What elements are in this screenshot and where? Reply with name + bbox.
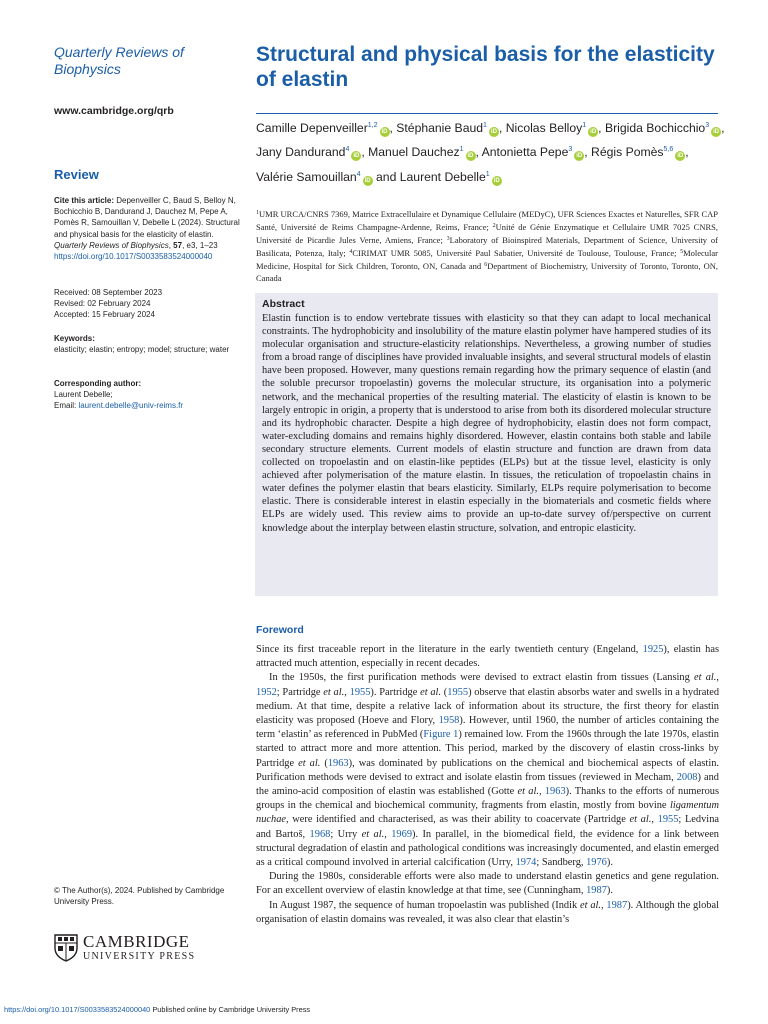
cambridge-crest-icon (54, 934, 78, 962)
reference-link[interactable]: 1955 (657, 814, 679, 826)
affiliations (256, 207, 718, 285)
body-text: ) observe that elastin absorbs water and swells in a hydrated medium. At that time, despite a relative lack of information about its structure, the first theory for elastin elasticity was proposed (Hoeve and Flory, (256, 686, 720, 727)
abstract-heading: Abstract (262, 298, 305, 310)
author-name: Camille Depenveiller (256, 121, 368, 135)
body-text: ). (606, 857, 613, 869)
paragraph (256, 899, 719, 927)
body-text: In August 1987, the sequence of human tropoelastin was published (Indik (269, 899, 581, 911)
keywords-label: Keywords: (54, 334, 95, 343)
cite-pages: , e3, 1–23 (182, 240, 218, 250)
orcid-icon[interactable]: iD (493, 177, 500, 184)
abstract-box (255, 293, 718, 596)
author-affiliation-marker: 4 (356, 170, 361, 178)
italic-text: et al. (629, 814, 652, 826)
author-affiliation-marker: 1,2 (367, 122, 378, 129)
author-separator: , (685, 145, 689, 160)
italic-text: et al. (580, 899, 601, 911)
affiliation-number: 4 (349, 249, 353, 256)
author-separator: , (721, 121, 725, 135)
author-separator: , (361, 145, 369, 160)
reference-link[interactable]: 1974 (515, 857, 537, 869)
author-separator: and (372, 169, 400, 184)
body-text: ). Partridge (370, 686, 421, 698)
accepted-date: Accepted: 15 February 2024 (54, 310, 155, 320)
body-text: ; Sandberg, (536, 857, 587, 869)
body-text: ( (320, 757, 328, 769)
abstract-text: Elastin function is to endow vertebrate tissues with elasticity so that they can adapt to local mechanical constraints. The hydrophobicity and insolubility of the mature elastin polymer have hampered studies of its molecular organisation and structure-elasticity relationships. Nevertheless, a growing number of studies from a broad range of disciplines have provided invaluable insights, and several structural models of elastin have been proposed. However, many questions remain regarding how the primary sequence of elastin (and the soluble precursor tropoelastin) governs the molecular structure, its organisation into a polymeric network, and the mechanical properties of the resulting material. The elasticity of elastin is known to be largely entropic in origin, a property that is understood to arise from both its disordered molecular structure and its hydrophobic character. Despite a high degree of hydrophobicity, elastin does not form compact, water-excluding domains and remains highly disordered. However, elastin contains both stable and labile secondary structure elements. Current models of elastin structure and function are drawn from data collected on tropoelastin and on elastin-like peptides (ELPs) but at the tissue level, elasticity is only achieved after polymerisation of the mature elastin. In tissues, the reticulation of tropoelastin chains in water defines the polymer elastin that bears elasticity. Similarly, ELPs require polymerisation to become elastic. There is considerable interest in elastin especially in the biomaterials and cosmetic fields where ELPs are widely used. This review aims to provide an up-to-date survey of/perspective on current knowledge about the interplay between elastin structure, solvation, and entropic elasticity. (262, 313, 711, 534)
received-date: Received: 08 September 2023 (54, 288, 163, 297)
copyright-notice: © The Author(s), 2024. Published by Cambridge University Press. (54, 886, 225, 907)
orcid-icon[interactable]: iD (490, 129, 497, 135)
cambridge-logo (54, 932, 240, 966)
author-affiliation-marker: 1 (582, 122, 587, 129)
reference-link[interactable]: Figure 1 (423, 729, 459, 741)
body-text: ; Urry (330, 828, 362, 840)
affiliation-number: 3 (446, 236, 450, 243)
cite-sep: , (168, 240, 174, 250)
journal-website-link[interactable]: www.cambridge.org/qrb (54, 105, 174, 117)
body-text: ). (606, 885, 613, 897)
author-separator: , (584, 145, 592, 160)
author-separator: , (475, 145, 482, 160)
reference-link[interactable]: 1987 (586, 885, 607, 897)
body-text: During the 1980s, considerable efforts were also made to understand elastin genetics and gene regulation. For an excellent overview of elastin knowledge at that time, see (Cunningham, (256, 871, 719, 897)
author-name: Jany Dandurand (256, 145, 346, 160)
body-text: ; Ledvina and Bartoš, (256, 814, 720, 840)
reference-link[interactable]: 1958 (438, 715, 460, 727)
author-separator: , (598, 121, 605, 135)
reference-link[interactable]: 1976 (586, 857, 607, 869)
revised-date: Revised: 02 February 2024 (54, 299, 151, 309)
italic-text: et al. (361, 828, 385, 840)
orcid-icon[interactable]: iD (353, 153, 360, 160)
author-affiliation-marker: 1 (483, 122, 487, 129)
corresponding-author-block (54, 378, 240, 412)
keywords-text: elasticity; elastin; entropy; model; structure; water (54, 345, 230, 355)
orcid-icon[interactable]: iD (677, 153, 684, 160)
italic-text: et al. (298, 757, 321, 769)
body-text: ) remained low. From the 1960s through the late 1970s, elastin started to attract more and more attention. This period, marked by the discovery of elastin cross-links by Partridge (256, 729, 719, 769)
body-text: ). Thanks to the efforts of numerous groups in the chemical and biochemical community, fragments from elastin, mostly from bovine (256, 786, 719, 812)
reference-link[interactable]: 1969 (391, 828, 413, 840)
body-text: ). In parallel, in the biomedical field, the evidence for a link between structural degradation of elastin and pathological conditions was increasingly documented, and elastin emerged as a critical compound involved in arterial calcification (Urry, (256, 828, 719, 869)
reference-link[interactable]: 1963 (544, 786, 566, 798)
author-name: Stéphanie Baud (396, 121, 484, 135)
article-dates (54, 287, 162, 321)
cite-doi-link[interactable]: https://doi.org/10.1017/S0033583524000040 (54, 252, 213, 262)
affiliation-number: 6 (484, 262, 488, 269)
italic-text: et al. (420, 686, 442, 698)
paragraph (256, 671, 719, 870)
author-name: Brigida Bochicchio (604, 121, 706, 135)
affiliation-number: 5 (680, 249, 684, 256)
article-type: Review (54, 167, 99, 182)
orcid-icon[interactable]: iD (467, 153, 474, 160)
body-text: ; Partridge (276, 686, 324, 698)
body-text: ). However, until 1960, the number of articles containing the term ‘elastin’ as referenced in PubMed ( (256, 715, 719, 741)
article-title: Structural and physical basis for the elasticity of elastin (256, 43, 715, 91)
page-footer (4, 1005, 310, 1014)
author-name: Manuel Dauchez (368, 145, 460, 160)
cite-label: Cite this article: (54, 196, 115, 205)
body-text: , (384, 828, 392, 840)
cite-text: Depenveiller C, Baud S, Belloy N, Bochicchio B, Dandurand J, Dauchez M, Pepe A, Pomès R, Samouillan V, Debelle L (2024). Structural and physical basis for the elasticity of elastin. (54, 196, 240, 239)
body-text: Since its first traceable report in the literature in the early twentieth century (Engeland, (256, 644, 643, 655)
keywords-block (54, 333, 240, 355)
author-affiliation-marker: 4 (345, 146, 350, 154)
affiliation-text: Molecular Medicine, Hospital for Sick Children, Toronto, ON, Canada and (256, 248, 718, 272)
footer-doi-link[interactable]: https://doi.org/10.1017/S0033583524000040 (4, 1005, 151, 1014)
author-name: Antonietta Pepe (481, 145, 569, 160)
body-text: , (716, 672, 719, 684)
reference-link[interactable]: 1955 (349, 686, 371, 698)
body-text: , (651, 814, 658, 826)
reference-link[interactable]: 1955 (447, 686, 469, 698)
body-text: ) and the amino-acid composition of elastin was established (Gotte (256, 771, 719, 798)
italic-text: et al. (323, 686, 345, 698)
body-text: In the 1950s, the first purification methods were devised to extract elastin from tissues (Lansing (269, 672, 695, 684)
journal-name-line1: Quarterly Reviews of (54, 44, 184, 60)
orcid-icon[interactable]: iD (364, 177, 371, 184)
author-affiliation-marker: 3 (568, 146, 573, 154)
reference-link[interactable]: 1963 (327, 757, 349, 769)
corresponding-label: Corresponding author: (54, 379, 142, 388)
body-text: , (601, 899, 607, 911)
body-text: ), elastin has attracted much attention, especially in recent decades. (256, 644, 719, 670)
affiliation-number: 2 (492, 223, 496, 230)
body-text: ), was dominated by publications on the chemical and biochemical aspects of elastin. Purification methods were devised to extract and isolate elastin from tissues (reviewed in Mecham, (256, 757, 720, 783)
email-label: Email: (54, 401, 79, 411)
orcid-icon[interactable]: iD (713, 129, 720, 135)
author-affiliation-marker: 5,6 (663, 146, 674, 154)
author-name: Nicolas Belloy (505, 121, 583, 135)
body-text: , were identified and characterised, as was their ability to coacervate (Partridge (286, 814, 630, 826)
logo-word-cambridge: CAMBRIDGE (83, 932, 190, 951)
affiliation-text: Laboratory of Bioinspired Materials, Department of Science, University of Basilicata, Potenza, Italy; (256, 235, 718, 259)
title-rule (256, 113, 718, 114)
italic-text: et al. (694, 672, 717, 684)
author-affiliation-marker: 1 (485, 170, 490, 178)
citation-block (54, 195, 240, 262)
author-list (256, 115, 726, 188)
paragraph (256, 870, 719, 898)
author-separator: , (389, 121, 397, 135)
affiliation-text: Unité de Génie Enzymatique et Cellulaire UMR 7025 CNRS, Université de Picardie Jules Verne, Amiens, France; (256, 222, 718, 246)
foreword-heading: Foreword (256, 624, 304, 636)
author-affiliation-marker: 1 (459, 146, 464, 154)
affiliation-number: 1 (256, 210, 259, 216)
cite-journal: Quarterly Reviews of Biophysics (54, 240, 169, 250)
journal-name-line2: Biophysics (54, 61, 121, 77)
author-separator: , (498, 121, 506, 135)
affiliation-text: CIRIMAT UMR 5085, Université Paul Sabatier, Université de Toulouse, Toulouse, France; (352, 248, 681, 259)
reference-link[interactable]: 1987 (606, 899, 628, 911)
orcid-icon[interactable]: iD (590, 129, 597, 135)
journal-name[interactable] (54, 44, 184, 78)
reference-link[interactable]: 2008 (676, 771, 698, 783)
body-text: , (344, 686, 350, 698)
corresponding-name: Laurent Debelle; (54, 390, 113, 400)
cite-volume: 57 (173, 240, 183, 250)
corresponding-email-link[interactable]: laurent.debelle@univ-reims.fr (78, 401, 184, 411)
footer-text: Published online by Cambridge University Press (150, 1005, 311, 1014)
author-name: Laurent Debelle (399, 169, 486, 184)
affiliation-text: Department of Biochemistry, University of Toronto, Toronto, ON, Canada (256, 261, 718, 284)
italic-text: et al. (517, 786, 539, 798)
author-name: Régis Pomès (591, 145, 664, 160)
body-text: , (539, 786, 545, 798)
orcid-icon[interactable]: iD (381, 129, 388, 135)
italic-text: ligamentum nuchae (256, 800, 719, 826)
body-text: ). Although the global organisation of elastin domains was revealed, it was also clear that elastin’s (256, 899, 719, 925)
paragraph (256, 643, 719, 671)
reference-link[interactable]: 1968 (309, 828, 331, 840)
corresponding-email-line (54, 400, 240, 411)
orcid-icon[interactable]: iD (576, 153, 583, 160)
affiliation-text: UMR URCA/CNRS 7369, Matrice Extracellulaire et Dynamique Cellulaire (MEDyC), UFR Sciences Exactes et Naturelles, SFR CAP Santé, Université de Reims Champagne-Ardenne, Reims, France; (256, 209, 718, 233)
reference-link[interactable]: 1925 (642, 644, 664, 655)
author-affiliation-marker: 3 (705, 122, 710, 129)
logo-word-university-press: UNIVERSITY PRESS (83, 951, 196, 962)
foreword-body (256, 643, 719, 927)
body-text: ( (441, 686, 448, 698)
reference-link[interactable]: 1952 (256, 686, 277, 698)
author-name: Valérie Samouillan (256, 169, 357, 184)
